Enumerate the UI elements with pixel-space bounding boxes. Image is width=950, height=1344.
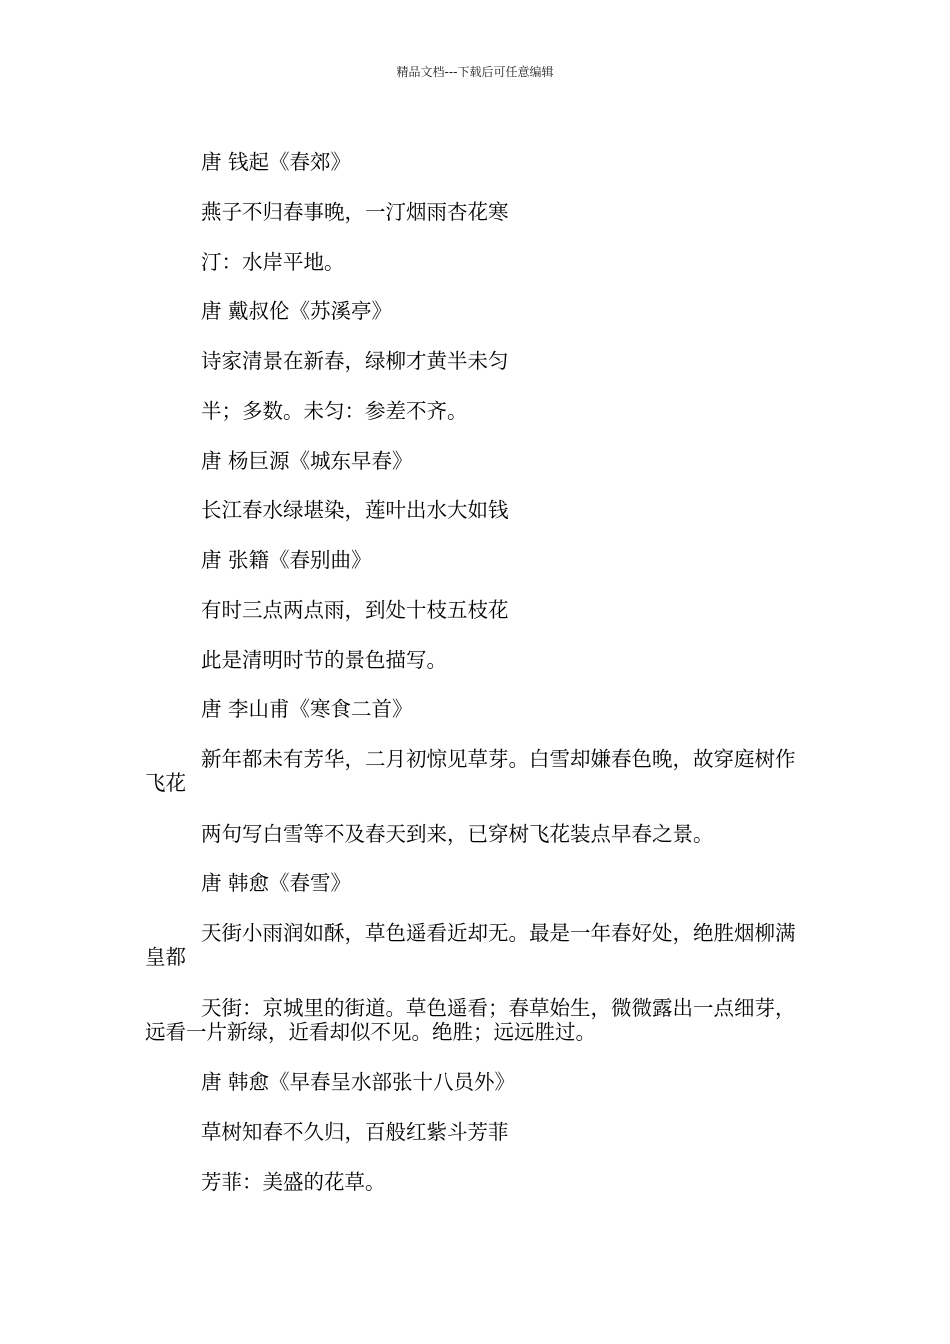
poem-note: 两句写白雪等不及春天到来，已穿树飞花装点早春之景。 <box>201 822 714 846</box>
page-header: 精品文档---下载后可任意编辑 <box>396 65 554 79</box>
poem-attribution: 唐 钱起《春郊》 <box>201 150 352 174</box>
poem-verse: 草树知春不久归，百般红紫斗芳菲 <box>201 1120 509 1144</box>
poem-note: 此是清明时节的景色描写。 <box>201 648 447 672</box>
poem-verse: 燕子不归春事晚，一汀烟雨杏花寒 <box>201 200 509 224</box>
poem-verse: 天街小雨润如酥，草色遥看近却无。最是一年春好处，绝胜烟柳满皇都 <box>145 921 796 969</box>
poem-note: 汀：水岸平地。 <box>201 250 345 274</box>
poem-note: 芳菲：美盛的花草。 <box>201 1170 386 1194</box>
poem-attribution: 唐 韩愈《春雪》 <box>201 871 352 895</box>
poem-attribution: 唐 戴叔伦《苏溪亭》 <box>201 299 393 323</box>
poem-attribution: 唐 张籍《春别曲》 <box>201 548 372 572</box>
poem-attribution: 唐 韩愈《早春呈水部张十八员外》 <box>201 1070 516 1094</box>
poem-note: 半；多数。未匀：参差不齐。 <box>201 399 468 423</box>
poem-verse: 有时三点两点雨，到处十枝五枝花 <box>201 598 509 622</box>
poem-verse: 长江春水绿堪染，莲叶出水大如钱 <box>201 498 509 522</box>
poem-note: 天街：京城里的街道。草色遥看；春草始生，微微露出一点细芽，远看一片新绿，近看却似不见。绝胜；远远胜过。 <box>145 996 796 1044</box>
poem-attribution: 唐 杨巨源《城东早春》 <box>201 449 413 473</box>
poem-verse: 新年都未有芳华，二月初惊见草芽。白雪却嫌春色晚，故穿庭树作飞花 <box>145 747 796 795</box>
poem-attribution: 唐 李山甫《寒食二首》 <box>201 697 413 721</box>
poem-verse: 诗家清景在新春，绿柳才黄半未匀 <box>201 349 509 373</box>
